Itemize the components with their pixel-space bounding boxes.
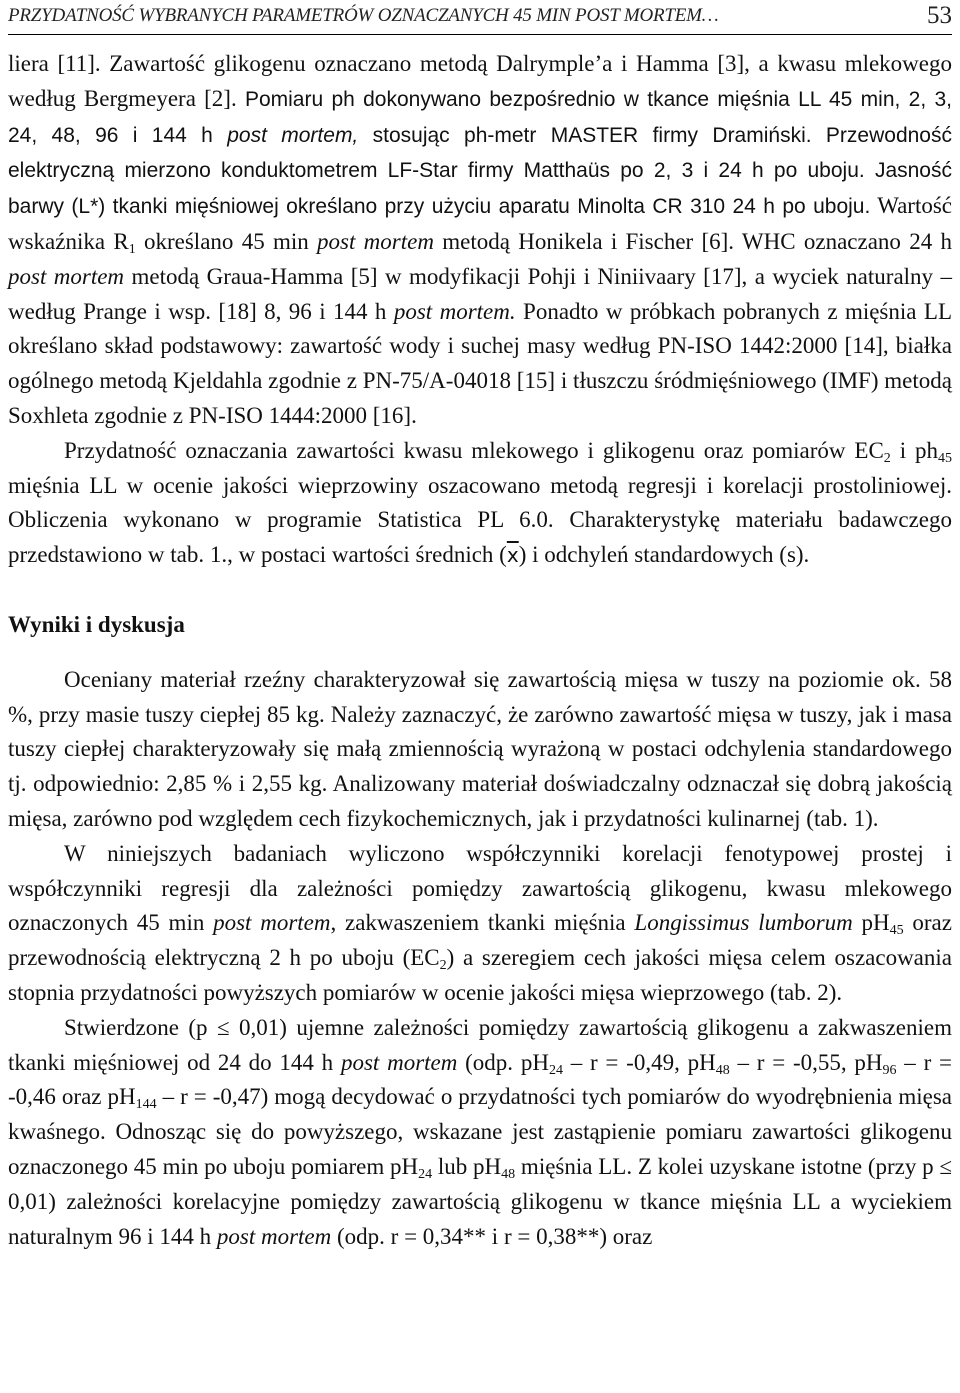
text-span: – r = -0,46 oraz pH [8,1049,952,1110]
text-span: Wartość wskaźnika R [8,193,952,254]
subscript: 2 [883,450,891,466]
subscript: 24 [548,1062,563,1078]
subscript: 45 [938,450,952,466]
subscript: 2 [439,958,447,974]
header-rule [8,34,952,35]
text-span: – r = -0,55, pH [729,1049,883,1075]
text-span: metodą Honikela i Fischer [6]. [433,228,742,254]
text-span-italic: post mortem. [393,298,516,324]
text-span: pH [852,910,890,936]
text-span: lub pH [432,1153,502,1179]
text-span-sans: Pomiaru ph dokonywano bezpośrednio w tkance mięśnia LL 45 min, 2, 3, 24, 48, 96 i 144 h [8,87,952,147]
page-number: 53 [927,2,952,29]
text-span: mięśnia LL w ocenie jakości wieprzowiny oszacowano metodą regresji i korelacji prostoliniowej. Obliczenia wykonano w programie Statistica PL 6.0. Charakterystykę materiału badawczego przedstawiono w tab. 1., w postaci wartości średnich ( [8,472,952,568]
paragraph-results-3 [8,1011,952,1255]
text-span: ) i odchyleń standardowych (s). [518,542,810,568]
text-span: , zakwaszeniem tkanki mięśnia [330,910,635,936]
text-span: i ph [890,437,938,463]
text-span: Ponadto w próbkach pobranych z mięśnia LL określano skład podstawowy: zawartość wody i suchej masy według PN-ISO 1442:2000 [14], białka ogólnego metodą Kjeldahla zgodnie z PN-75/A-04018 [15] i tłuszczu śródmięśniowego (IMF) metodą Soxhleta zgodnie z PN-ISO 1444:2000 [16]. [8,298,952,428]
text-span: (odp. r = 0,34** i r = 0,38**) oraz [331,1223,653,1249]
text-span: Stwierdzone (p ≤ 0,01) ujemne zależności pomiędzy zawartością glikogenu a zakwaszeniem tkanki mięśniowej od 24 do 144 h [8,1014,952,1075]
running-header [8,3,952,33]
text-span: oraz przewodnością elektryczną 2 h po uboju (EC [8,910,952,971]
text-span: WHC oznaczano 24 h [741,228,952,254]
text-span: liera [11]. Zawartość glikogenu oznaczano metodą Dalrymple’a i Hamma [3], a kwasu mlekowego według Bergmeyera [2]. [8,51,952,111]
paragraph-statistics [8,434,952,573]
text-span: określano 45 min [135,228,318,254]
text-span-sans: stosując ph-metr MASTER firmy Dramiński. Przewodność elektryczną mierzono konduktometrem LF-Star firmy Matthaüs po 2, 3 i 24 h po uboju. Jasność barwy (L*) tkanki mięśniowej określano przy użyciu aparatu Minolta CR 310 24 h po uboju. [8,123,952,219]
text-span: – r = -0,49, pH [562,1049,716,1075]
text-span: Przydatność oznaczania zawartości kwasu mlekowego i glikogenu oraz pomiarów EC [64,437,884,463]
text-span: mięśnia LL. Z kolei uzyskane istotne (przy p ≤ 0,01) zależności korelacyjne pomiędzy zawartością glikogenu w tkance mięśnia LL a wyciekiem naturalnym 96 i 144 h [8,1153,953,1249]
text-span: (odp. pH [457,1049,549,1075]
text-span-italic: post mortem [8,263,125,289]
text-span-italic: post mortem [317,228,434,254]
text-span: – r = -0,47) mogą decydować o przydatności tych pomiarów do wyodrębnienia mięsa kwaśnego. Odnosząc się do powyższego, wskazane jest zastąpienie pomiaru zawartości glikogenu oznaczonego 45 min po uboju pomiarem pH [8,1084,952,1179]
text-span: ) a szeregiem cech jakości mięsa celem oszacowania stopnia przydatności powyższych pomiarów w ocenie jakości mięsa wieprzowego (tab. 2). [8,945,952,1005]
text-span-italic: post mortem [213,910,331,936]
subscript: 96 [882,1062,897,1078]
paragraph-methods [8,47,952,434]
subscript: 45 [889,923,904,939]
subscript: 48 [501,1166,516,1182]
section-title: Wyniki i dyskusja [8,611,185,637]
text-span: metodą Graua-Hamma [5] w modyfikacji Pohji i Niniivaary [17], a wyciek naturalny – według Prange i wsp. [18] 8, 96 i 144 h [8,263,952,324]
subscript: 1 [128,241,136,257]
text-span: W niniejszych badaniach wyliczono współczynniki korelacji fenotypowej prostej i współczynniki regresji dla zależności pomiędzy zawartością glikogenu, kwasu mlekowego oznaczonych 45 min [8,840,952,936]
mean-symbol: $\overline{x}$ [506,543,519,568]
subscript: 144 [135,1097,157,1113]
text-span-italic: post mortem [340,1049,458,1075]
paragraph-results-1: Oceniany materiał rzeźny charakteryzował się zawartością mięsa w tuszy na poziomie ok. 58 %, przy masie tuszy ciepłej 85 kg. Należy zaznaczyć, że zarówno zawartość mięsa w tuszy, jak i masa tuszy ciepłej charakteryzowały się małą zmiennością wyrażoną w postaci odchylenia standardowego tj. odpowiednio: 2,85 % i 2,55 kg. Analizowany materiał doświadczalny odznaczał się dobrą jakością mięsa, zarówno pod względem cech fizykochemicznych, jak i przydatności kulinarnej (tab. 1). [8,666,952,831]
text-span-italic: post mortem, [227,123,359,147]
subscript: 24 [418,1166,433,1182]
paragraph-results-2 [8,837,952,1011]
text-span-italic: Longissimus lumborum [634,910,853,936]
text-span-italic: post mortem [216,1223,332,1249]
page-body [8,47,952,1254]
running-title: PRZYDATNOŚĆ WYBRANYCH PARAMETRÓW OZNACZANYCH 45 MIN POST MORTEM… [8,5,719,26]
subscript: 48 [715,1062,730,1078]
